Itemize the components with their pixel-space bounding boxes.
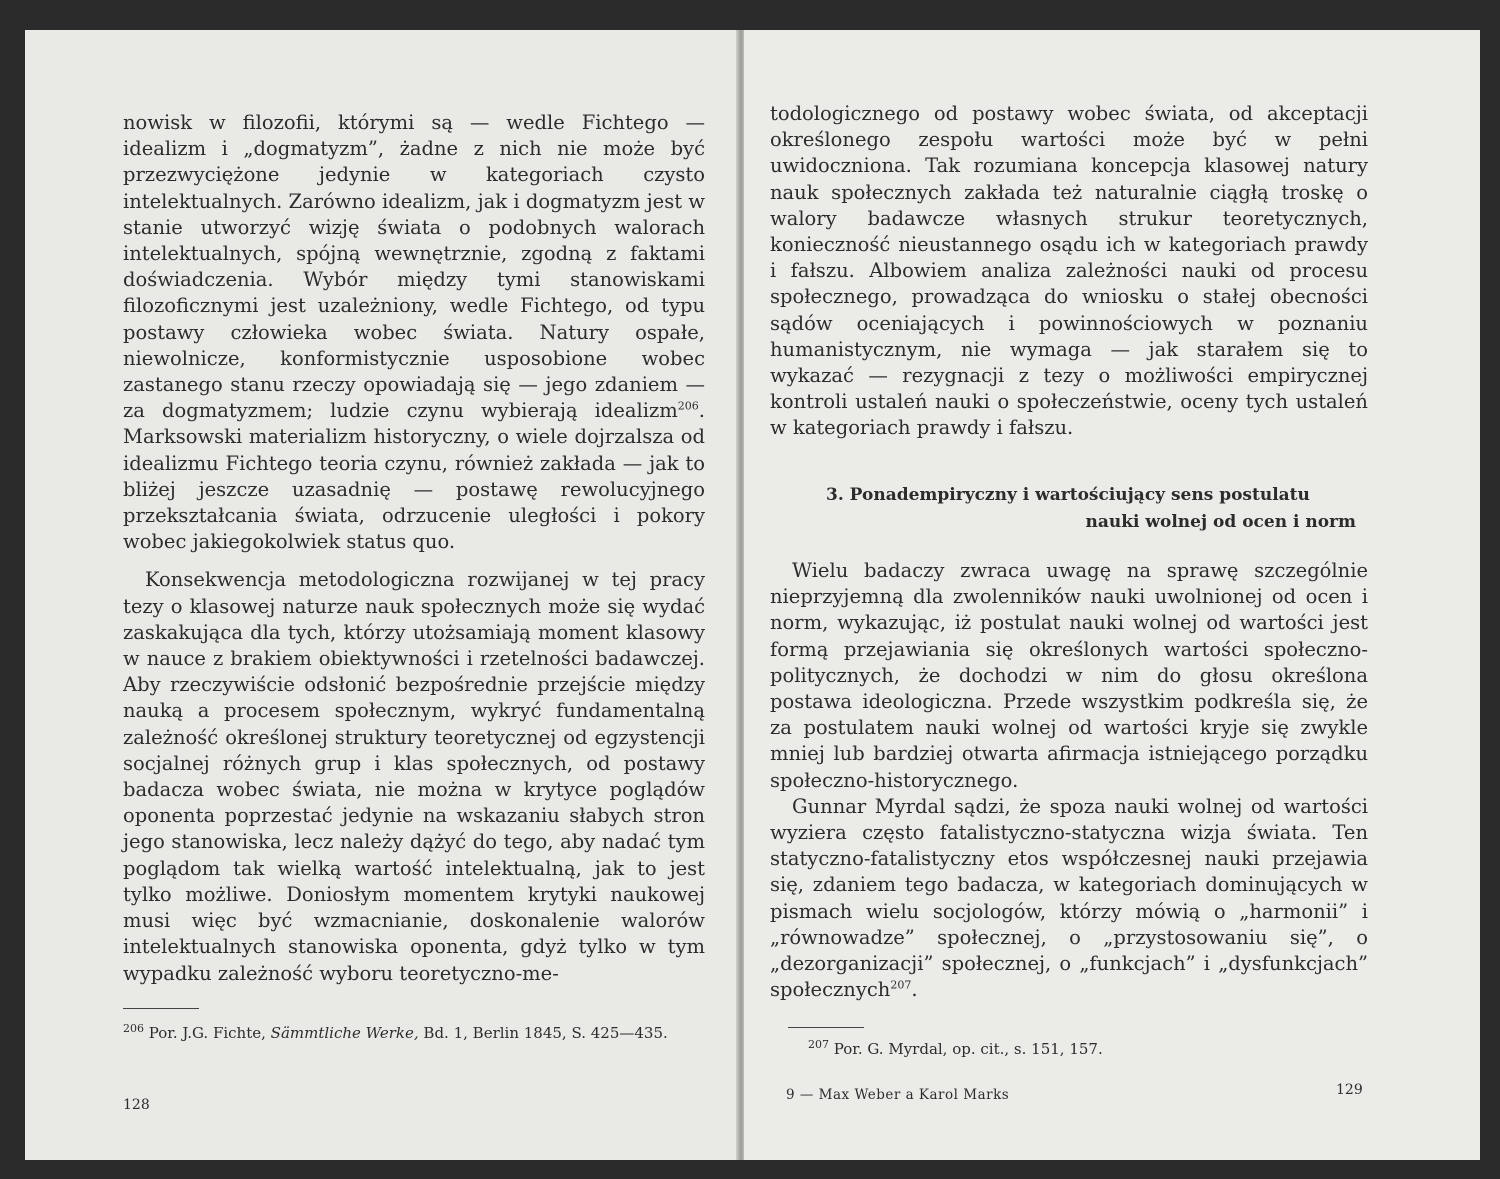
footnote-work-title: Sämmtliche Werke, xyxy=(270,1024,419,1042)
footnote-206: $^{206}$ Por. J.G. Fichte, Sämmtliche Werke, Bd. 1, Berlin 1845, S. 425—435. xyxy=(123,1022,668,1042)
footnote-207: $^{207}$ Por. G. Myrdal, op. cit., s. 151, 157. xyxy=(808,1038,1103,1058)
left-paragraph-2: Konsekwencja metodologiczna rozwijanej w tej pracy tezy o klasowej naturze nauk społecznych może się wydać zaskakująca dla tych, którzy utożsamiają moment klasowy w nauce z brakiem obiektywności i rzetelności badawczej. Aby rzeczywiście odsłonić bezpośrednie przejście między nauką a procesem społecznym, wykryć fundamentalną zależność określonej struktury teoretycznej od egzystencji socjalnej różnych grup i klas społecznych, od postawy badacza wobec świata, nie można w krytyce poglądów oponenta poprzestać jedynie na wskazaniu słabych stron jego stanowiska, lecz należy dążyć do tego, aby nadać tym poglądom tak wielką wartość intelektualną, jak to jest tylko możliwe. Doniosłym momentem krytyki naukowej musi więc być wzmacnianie, doskonalenie walorów intelektualnych stanowiska oponenta, gdyż tylko w tym wypadku zależność wyboru teoretyczno-me- xyxy=(123,568,705,985)
running-footer: 9 — Max Weber a Karol Marks xyxy=(786,1087,1010,1103)
left-paragraph-1: nowisk w filozofii, którymi są — wedle Fichtego — idealizm i „dogmatyzm”, żadne z nich nie może być przezwyciężone jedynie w kategoriach czysto intelektualnych. Zarówno idealizm, jak i dogmatyzm jest w stanie utworzyć wizję świata o podobnych walorach intelektualnych, spójną wewnętrznie, zgodną z faktami doświadczenia. Wybór między tymi stanowiskami filozoficznymi jest uzależniony, wedle Fichtego, od typu postawy człowieka wobec świata. Natury ospałe, niewolnicze, konformistycznie usposobione wobec zastanego stanu rzeczy opowiadają się — jego zdaniem — za dogmatyzmem; ludzie czynu wybierają idealizm$^{206}$. Marksowski materializm historyczny, o wiele dojrzalsza od idealizmu Fichtego teoria czynu, również zakłada — jak to bliżej jeszcze uzasadnię — postawę rewolucyjnego przekształcania świata, odrzucenie uległości i pokory wobec jakiegokolwiek status quo. xyxy=(123,111,705,554)
footnote-separator-right xyxy=(788,1027,864,1028)
left-body-text xyxy=(123,110,705,987)
right-page xyxy=(744,30,1480,1160)
right-body-text xyxy=(770,101,1368,442)
section-heading-line-1: 3. Ponadempiryczny i wartościujący sens postulatu xyxy=(826,485,1310,505)
footnote-ref-206: 206 xyxy=(677,399,699,413)
section-heading xyxy=(826,482,1356,536)
footnote-separator xyxy=(123,1008,199,1009)
footnote-ref-207: 207 xyxy=(890,978,912,992)
left-page xyxy=(25,30,741,1160)
page-number-right: 129 xyxy=(1336,1082,1363,1098)
footnote-mark: 206 xyxy=(123,1022,144,1035)
section-heading-line-2: nauki wolnej od ocen i norm xyxy=(1085,512,1356,532)
right-paragraph-continued: todologicznego od postawy wobec świata, od akceptacji określonego zespołu wartości może być w pełni uwidoczniona. Tak rozumiana koncepcja klasowej natury nauk społecznych zakłada też naturalnie ciągłą troskę o walory badawcze własnych strukur teoretycznych, konieczność nieustannego osądu ich w kategoriach prawdy i fałszu. Albowiem analiza zależności nauki od procesu społecznego, prowadząca do wniosku o stałej obecności sądów oceniających i powinnościowych w poznaniu humanistycznym, nie wymaga — jak starałem się to wykazać — rezygnacji z tezy o możliwości empirycznej kontroli ustaleń nauki o społeczeństwie, oceny tych ustaleń w kategoriach prawdy i fałszu. xyxy=(770,102,1368,440)
page-number-left: 128 xyxy=(123,1097,150,1113)
right-body-text-2 xyxy=(770,558,1368,1003)
right-paragraph-2: Gunnar Myrdal sądzi, że spoza nauki wolnej od wartości wyziera często fatalistyczno-statyczna wizja świata. Ten statyczno-fatalistyczny etos współczesnej nauki przejawia się, zdaniem tego badacza, w kategoriach dominujących w pismach wielu socjologów, którzy mówią o „harmonii” i „równowadze” społecznej, o „przystosowaniu się”, o „dezorganizacji” społecznej, o „funkcjach” i „dysfunkcjach” społecznych$^{207}$. xyxy=(770,794,1368,1002)
footnote-mark-207: 207 xyxy=(808,1038,829,1051)
right-paragraph-1: Wielu badaczy zwraca uwagę na sprawę szczególnie nieprzyjemną dla zwolenników nauki uwolnionej od ocen i norm, wykazując, iż postulat nauki wolnej od wartości jest formą przejawiania się określonych wartości społeczno-politycznych, że dochodzi w nim do głosu określona postawa ideologiczna. Przede wszystkim podkreśla się, że za postulatem nauki wolnej od wartości kryje się zwykle mniej lub bardziej otwarta afirmacja istniejącego porządku społeczno-historycznego. xyxy=(770,559,1368,792)
